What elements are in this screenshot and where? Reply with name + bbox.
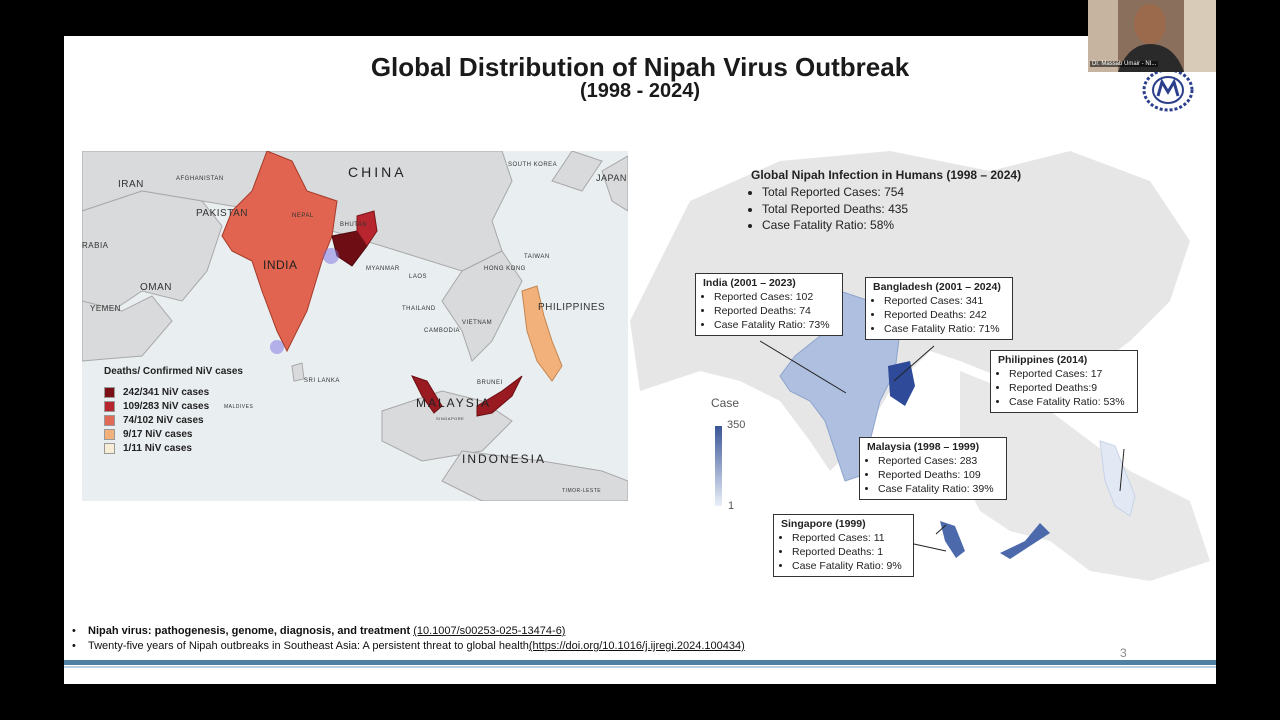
global-summary: [751, 168, 1021, 234]
label-brunei: BRUNEI: [477, 380, 503, 386]
label-bhutan: BHUTAN: [340, 222, 368, 228]
label-iran: IRAN: [118, 179, 144, 190]
bangladesh-info-box: Bangladesh (2001 – 2024) • Reported Cases: 341 • Reported Deaths: 242 • Case Fatality Ratio: 71%: [865, 277, 1013, 340]
label-nepal: NEPAL: [292, 213, 314, 219]
legend-swatch: [104, 443, 115, 454]
slide-title: Global Distribution of Nipah Virus Outbreak: [370, 52, 910, 82]
label-pakistan: PAKISTAN: [196, 208, 248, 219]
case-color-scale: [715, 426, 722, 506]
slide: [64, 36, 1216, 684]
footer-rule-thin: [64, 666, 1216, 668]
reference-1-link[interactable]: (10.1007/s00253-025-13474-6): [413, 625, 566, 637]
participant-video-tile[interactable]: [1088, 0, 1216, 72]
label-yemen: YEMEN: [90, 304, 121, 313]
participant-name: Dr. Massab Umair - NI...: [1092, 61, 1157, 67]
institute-emblem-icon: [1140, 66, 1196, 112]
scale-min: 1: [728, 500, 735, 512]
legend-swatch: [104, 401, 115, 412]
label-china: CHINA: [348, 164, 407, 180]
legend-title: Deaths/ Confirmed NiV cases: [104, 366, 243, 377]
summary-item: • Case Fatality Ratio: 58%: [762, 217, 1021, 234]
label-cambodia: CAMBODIA: [424, 328, 461, 334]
label-japan: JAPAN: [596, 173, 627, 183]
label-malaysia: MALAYSIA: [416, 396, 492, 410]
label-afghanistan: AFGHANISTAN: [176, 176, 224, 182]
scale-label: Case: [711, 396, 740, 410]
label-laos: LAOS: [409, 274, 428, 280]
references: [72, 624, 745, 654]
label-india: INDIA: [263, 258, 298, 272]
footer-rule: [64, 660, 1216, 665]
summary-item: • Total Reported Deaths: 435: [762, 201, 1021, 218]
map-legend: [104, 366, 243, 455]
legend-item: 109/283 NiV cases: [104, 399, 243, 413]
reference-1: • Nipah virus: pathogenesis, genome, diagnosis, and treatment (10.1007/s00253-025-13474-6): [72, 625, 566, 637]
singapore-info-box: Singapore (1999) • Reported Cases: 11 • Reported Deaths: 1 • Case Fatality Ratio: 9%: [773, 514, 914, 577]
label-philippines: PHILIPPINES: [538, 302, 606, 313]
summary-item: • Total Reported Cases: 754: [762, 184, 1021, 201]
label-myanmar: MYANMAR: [366, 266, 400, 272]
page-number: 3: [1120, 646, 1127, 660]
label-vietnam: VIETNAM: [462, 320, 493, 326]
label-indonesia: INDONESIA: [462, 452, 547, 466]
label-sri-lanka: SRI LANKA: [304, 378, 340, 384]
legend-item: 9/17 NiV cases: [104, 427, 243, 441]
legend-swatch: [104, 387, 115, 398]
label-south-korea: SOUTH KOREA: [508, 162, 558, 168]
label-thailand: THAILAND: [402, 306, 436, 312]
label-hong-kong: HONG KONG: [484, 266, 526, 272]
legend-swatch: [104, 429, 115, 440]
label-maldives: MALDIVES: [224, 404, 254, 410]
reference-2-link[interactable]: (https://doi.org/10.1016/j.ijregi.2024.100434): [528, 640, 745, 652]
scale-max: 350: [727, 419, 746, 431]
philippines-info-box: Philippines (2014) • Reported Cases: 17 • Reported Deaths:9 • Case Fatality Ratio: 53%: [990, 350, 1138, 413]
india-info-box: India (2001 – 2023) • Reported Cases: 102 • Reported Deaths: 74 • Case Fatality Ratio: 73%: [695, 273, 843, 336]
legend-item: 242/341 NiV cases: [104, 385, 243, 399]
summary-heading: Global Nipah Infection in Humans (1998 – 2024): [751, 168, 1022, 182]
label-oman: OMAN: [140, 282, 172, 293]
label-singapore: SINGAPORE: [436, 416, 465, 421]
legend-item: 1/11 NiV cases: [104, 441, 243, 455]
malaysia-info-box: Malaysia (1998 – 1999) • Reported Cases: 283 • Reported Deaths: 109 • Case Fatality Ratio: 39%: [859, 437, 1007, 500]
legend-swatch: [104, 415, 115, 426]
label-taiwan: TAIWAN: [524, 254, 550, 260]
label-timor-leste: TIMOR-LESTE: [562, 488, 602, 494]
reference-2: • Twenty-five years of Nipah outbreaks in Southeast Asia: A persistent threat to global health(https://doi.org/10.1016/j.ijregi.2024.100434): [72, 640, 745, 652]
legend-item: 74/102 NiV cases: [104, 413, 243, 427]
label-arabia: RABIA: [82, 241, 109, 250]
slide-subtitle: (1998 - 2024): [579, 80, 701, 102]
